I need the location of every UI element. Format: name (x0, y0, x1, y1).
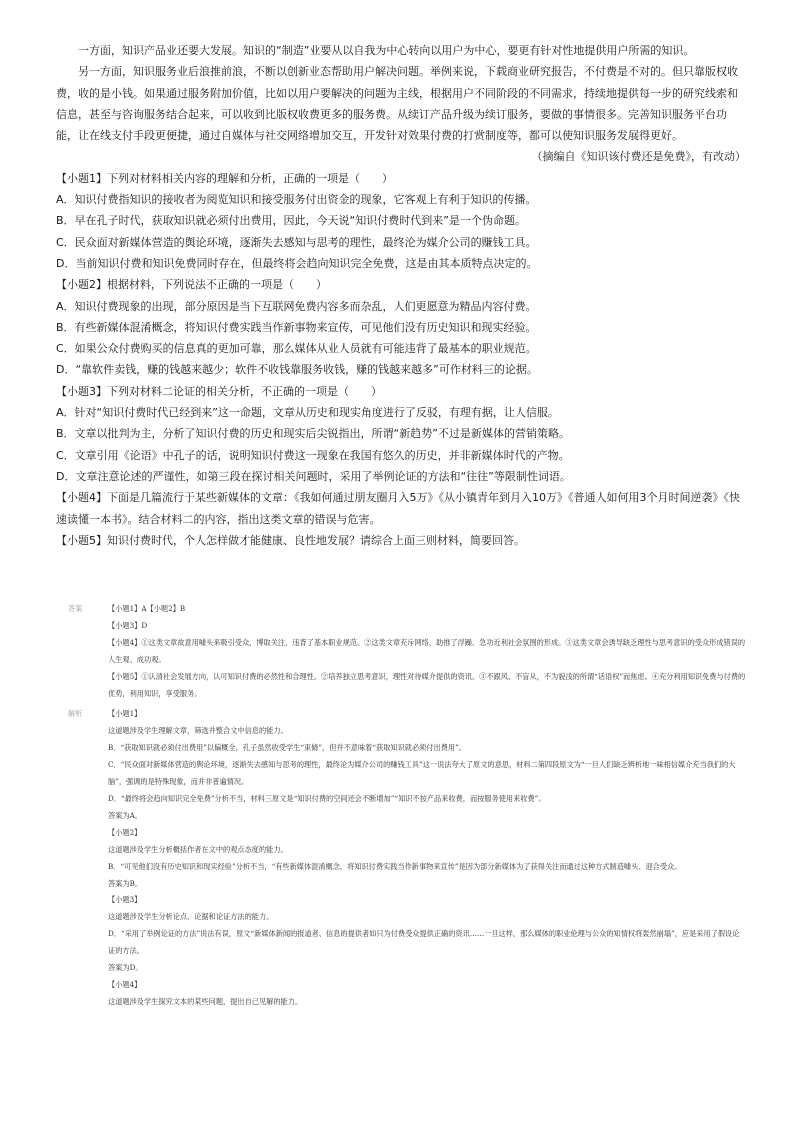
analysis-line: 答案为A。 (108, 810, 142, 820)
analysis-line: 【小题1】 (108, 709, 142, 719)
analysis-block (56, 706, 746, 1010)
question-option: D．文章注意论述的严谨性，如第三段在探讨相关问题时，采用了举例论证的方法和“往往”等限制性词语。 (56, 469, 571, 483)
question-option: D．当前知识付费和知识免费同时存在，但最终将会趋向知识完全免费，这是由其本质特点决定的。 (56, 256, 538, 270)
analysis-line: 这道题涉及学生理解文章，筛选并整合文中信息的能力。 (108, 726, 288, 736)
question-option: A．知识付费指知识的接收者为阅览知识和接受服务付出资金的现象，它客观上有利于知识的传播。 (56, 193, 537, 207)
analysis-line: 【小题3】 (108, 895, 142, 905)
answer-block (56, 601, 746, 702)
question-heading: 【小题4】下面是几篇流行于某些新媒体的文章：《我如何通过朋友圈月入5万》《从小镇青年到月入10万》《普通人如何用3个月时间逆袭》《快速读懂一本书》。结合材料二的内容，指出这类文章的错误与危害。 (56, 491, 740, 526)
analysis-line: 【小题2】 (108, 827, 142, 837)
answer-list (108, 601, 746, 702)
question-option: C．如果公众付费购买的信息真的更加可靠，那么媒体从业人员就有可能违背了最基本的职业规范。 (56, 342, 537, 356)
analysis-label: 解析 (68, 709, 83, 719)
question-option: B．早在孔子时代，获取知识就必须付出费用，因此，今天说“知识付费时代到来”是一个伪命题。 (56, 214, 526, 228)
passage-paragraph: 另一方面，知识服务业后浪推前浪，不断以创新业态帮助用户解决问题。举例来说，下载商业研究报告，不付费是不对的。但只靠版权收费，收的是小钱。如果通过服务附加价值，比如以用户要解决的问题为主线，根据用户不同阶段的不同需求，持续地提供每一步的研究线索和信息，甚至与咨询服务结合起来，可以收到比版权收费更多的服务费。从续订产品升级为续订服务，要做的事情很多。完善知识服务平台功能，让在线支付手段更便捷，通过自媒体与社交网络增加交互，开发针对效果付费的打赏制度等，都可以使知识服务发展得更好。 (56, 65, 738, 143)
passage-paragraph: 一方面，知识产品业还要大发展。知识的“制造”业要从以自我为中心转向以用户为中心，要更有针对性地提供用户所需的知识。 (78, 44, 695, 57)
analysis-line: D．“采用了举例论证的方法”说法有误，原文“新媒体新闻的报道者、信息的提供者如只为付费受众提供正确的资讯……一旦这样，那么媒体的职业伦理与公众的知情权将轰然崩塌”，应是采用了假设论证的方法。 (108, 929, 740, 956)
question-option: A．知识付费现象的出现，部分原因是当下互联网免费内容多而杂乱，人们更愿意为精品内容付费。 (56, 299, 537, 313)
question-option: B．有些新媒体混淆概念，将知识付费实践当作新事物来宣传，可见他们没有历史知识和现实经验。 (56, 320, 537, 334)
question-heading: 【小题1】下列对材料相关内容的理解和分析，正确的一项是（ ） (56, 171, 393, 185)
question-option: B．文章以批判为主，分析了知识付费的历史和现实后尖锐指出，所谓“新趋势”不过是新媒体的营销策略。 (56, 427, 570, 441)
analysis-list (108, 706, 746, 1010)
analysis-line: B．“可见他们没有历史知识和现实经验”分析不当，“有些新媒体混淆概念，将知识付费实践当作新事物来宣传”是因为部分新媒体为了获得关注而通过这种方式制造噱头、迎合受众。 (108, 861, 682, 871)
passage-source: （摘编自《知识该付费还是免费》，有改动） (531, 150, 746, 164)
question-option: C．文章引用《论语》中孔子的话，说明知识付费这一现象在我国有悠久的历史，并非新媒体时代的产物。 (56, 448, 570, 462)
analysis-line: D．“最终将会趋向知识完全免费”分析不当，材料三原文是“知识付费的空间还会不断增加”“知识不按产品来收费，而按服务使用来收费”。 (108, 793, 546, 803)
question-heading: 【小题2】根据材料，下列说法不正确的一项是（ ） (56, 278, 327, 292)
question-option: D．“靠软件卖钱，赚的钱越来越少；软件不收钱靠服务收钱，赚的钱越来越多”可作材料三的论据。 (56, 363, 538, 377)
answer-section (56, 601, 746, 1011)
analysis-line: 【小题4】 (108, 979, 142, 989)
answer-line: 【小题3】D (108, 620, 148, 630)
answer-line: 【小题5】①认清社会发展方向，认可知识付费的必然性和合理性。②培养独立思考意识，理性对待媒介提供的资讯。③不跟风、不盲从，不为貌浅的所谓“话语权”而焦虑。④充分利用知识免费与付费的优势，利用知识，享受服务。 (108, 671, 746, 698)
question-option: C．民众面对新媒体营造的舆论环境，逐渐失去感知与思考的理性，最终沦为媒介公司的赚钱工具。 (56, 235, 537, 249)
analysis-line: 这道题涉及学生分析论点、论据和论证方法的能力。 (108, 912, 274, 922)
question-heading: 【小题3】下列对材料二论证的相关分析，不正确的一项是（ ） (56, 384, 382, 398)
analysis-line: B．“获取知识就必须付出费用”以偏概全，孔子虽然收受学生“束脩”，但并不意味着“获取知识就必须付出费用”。 (108, 743, 466, 753)
analysis-line: 答案为D。 (108, 963, 143, 973)
passage-and-questions (56, 40, 746, 551)
analysis-line: 这道题涉及学生分析概括作者在文中的观点态度的能力。 (108, 844, 288, 854)
answer-line: 【小题1】A【小题2】B (108, 604, 186, 613)
analysis-line: 这道题涉及学生探究文本的某些问题，提出自己见解的能力。 (108, 996, 303, 1006)
answer-line: 【小题4】①这类文章故意用噱头来吸引受众，博取关注，违背了基本职业规范。②这类文章充斥网络，助推了浮躁、急功近利社会氛围的形成。③这类文章会诱导缺乏理性与思考意识的受众形成错误的人生观、成功观。 (108, 637, 746, 664)
answer-label: 答案 (68, 604, 83, 613)
analysis-line: 答案为B。 (108, 878, 143, 888)
question-option: A．针对“知识付费时代已经到来”这一命题，文章从历史和现实角度进行了反驳，有理有据，让人信服。 (56, 406, 559, 420)
analysis-line: C．“民众面对新媒体营造的舆论环境，逐渐失去感知与思考的理性，最终沦为媒介公司的赚钱工具”这一说法夸大了原文的意思，材料二第四段原文为“一旦人们缺乏辨析地一味相信媒介充当我们的大脑”，强调的是特殊现象，而并非普遍情况。 (108, 760, 736, 787)
question-heading: 【小题5】知识付费时代，个人怎样做才能健康、良性地发展？请综合上面三则材料，简要回答。 (56, 533, 525, 547)
